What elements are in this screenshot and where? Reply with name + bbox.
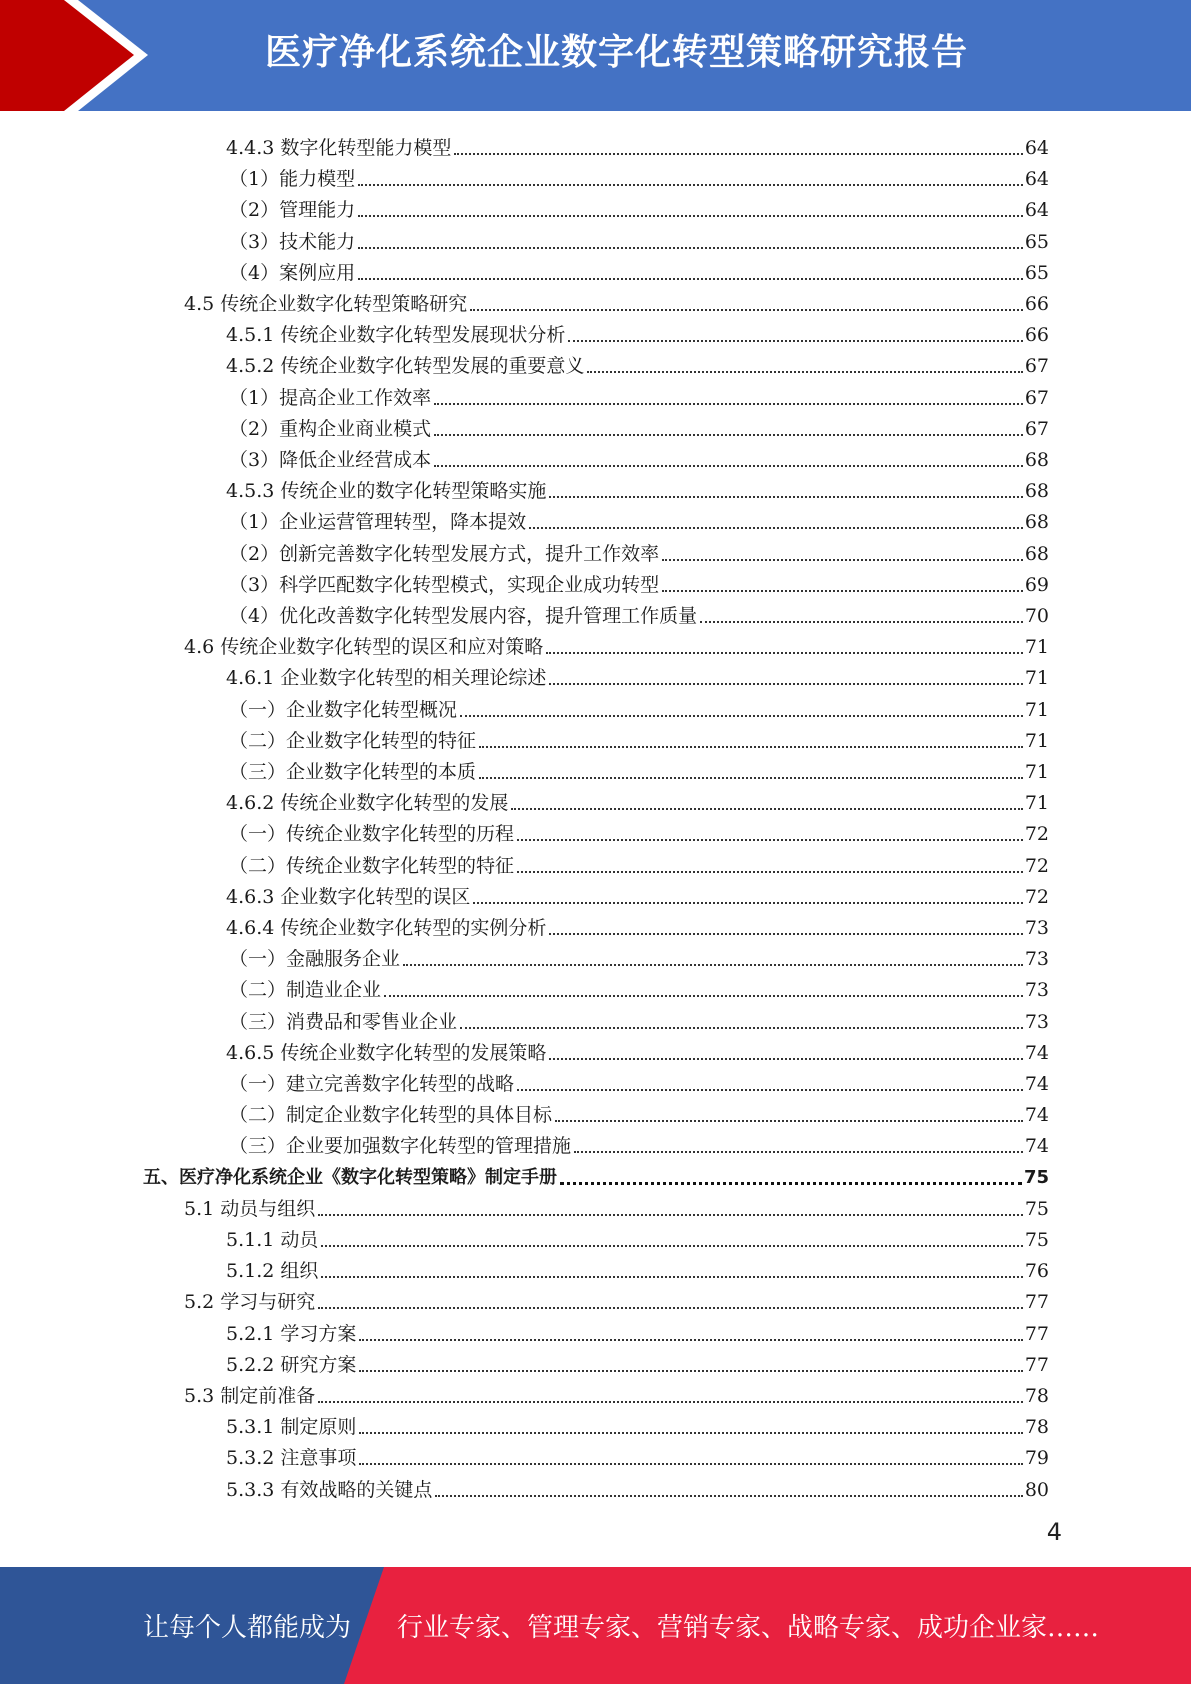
toc-entry-page: 75 [1023,1167,1049,1188]
toc-entry-page: 66 [1024,324,1049,346]
toc-entry[interactable] [229,535,1049,566]
toc-entry-page: 74 [1024,1042,1049,1064]
toc-entry-title: （2）创新完善数字化转型发展方式，提升工作效率 [229,543,660,565]
toc-dot-leader [511,808,1022,810]
toc-entry[interactable] [226,1221,1049,1252]
toc-entry[interactable] [226,316,1049,347]
toc-entry-page: 75 [1024,1229,1049,1251]
toc-entry[interactable] [184,628,1049,659]
toc-entry[interactable] [226,1408,1049,1439]
toc-entry[interactable] [184,285,1049,316]
toc-entry[interactable] [184,1377,1049,1408]
toc-dot-leader [358,278,1023,280]
toc-entry[interactable] [229,815,1049,846]
toc-entry-title: （4）案例应用 [229,262,356,284]
toc-entry-title: 5.3.2 注意事项 [226,1447,357,1469]
toc-entry-page: 69 [1024,574,1049,596]
toc-entry[interactable] [226,1439,1049,1470]
toc-entry-title: 4.6.4 传统企业数字化转型的实例分析 [226,917,547,939]
toc-dot-leader [662,590,1023,592]
toc-entry-page: 77 [1024,1291,1049,1313]
footer-slogan-left: 让每个人都能成为 [143,1613,352,1643]
toc-entry-page: 71 [1024,761,1049,783]
footer-slogan-right: 行业专家、管理专家、营销专家、战略专家、成功企业家…… [397,1613,1100,1643]
toc-entry-title: （3）降低企业经营成本 [229,449,432,471]
toc-entry-page: 65 [1024,262,1049,284]
toc-entry[interactable] [229,1065,1049,1096]
toc-dot-leader [549,1058,1022,1060]
toc-dot-leader [470,309,1023,311]
toc-entry[interactable] [229,441,1049,472]
toc-entry-page: 71 [1024,730,1049,752]
toc-entry[interactable] [226,1346,1049,1377]
toc-entry-title: 5.2.1 学习方案 [226,1323,357,1345]
toc-entry-page: 74 [1024,1073,1049,1095]
toc-dot-leader [529,527,1023,529]
toc-entry-title: 5.3.1 制定原则 [226,1416,357,1438]
toc-entry[interactable] [229,847,1049,878]
toc-entry[interactable] [226,784,1049,815]
toc-entry[interactable] [229,379,1049,410]
toc-entry-page: 68 [1024,543,1049,565]
toc-entry-page: 73 [1024,1011,1049,1033]
toc-entry-page: 73 [1024,948,1049,970]
toc-entry-title: 5.1.2 组织 [226,1260,319,1282]
toc-entry-page: 65 [1024,231,1049,253]
toc-entry-title: 5.1 动员与组织 [184,1198,316,1220]
toc-entry-title: 4.5 传统企业数字化转型策略研究 [184,293,468,315]
toc-entry-title: 4.5.3 传统企业的数字化转型策略实施 [226,480,547,502]
toc-entry-page: 76 [1024,1260,1049,1282]
toc-entry[interactable] [229,566,1049,597]
toc-entry[interactable] [226,129,1049,160]
toc-entry-title: （1）能力模型 [229,168,356,190]
toc-dot-leader [549,933,1022,935]
toc-dot-leader [546,652,1023,654]
toc-entry[interactable] [229,410,1049,441]
toc-entry[interactable] [229,254,1049,285]
toc-dot-leader [549,496,1022,498]
toc-entry-title: 4.6.3 企业数字化转型的误区 [226,886,471,908]
toc-entry-page: 77 [1024,1354,1049,1376]
toc-entry-page: 74 [1024,1135,1049,1157]
toc-entry-page: 64 [1024,168,1049,190]
toc-entry-title: （一）金融服务企业 [229,948,401,970]
page-footer [0,1567,1191,1684]
toc-entry-title: （二）制定企业数字化转型的具体目标 [229,1104,553,1126]
toc-dot-leader [587,371,1022,373]
toc-entry[interactable] [226,347,1049,378]
toc-entry-page: 73 [1024,917,1049,939]
toc-entry[interactable] [143,1159,1049,1190]
toc-entry-page: 67 [1024,387,1049,409]
toc-entry-title: （3）科学匹配数字化转型模式，实现企业成功转型 [229,574,660,596]
toc-entry-page: 75 [1024,1198,1049,1220]
toc-entry-title: （二）制造业企业 [229,979,382,1001]
toc-entry[interactable] [226,659,1049,690]
toc-entry-title: （1）企业运营管理转型，降本提效 [229,511,527,533]
toc-dot-leader [473,902,1022,904]
toc-entry-title: 4.6.5 传统企业数字化转型的发展策略 [226,1042,547,1064]
toc-entry-title: 4.5.1 传统企业数字化转型发展现状分析 [226,324,566,346]
toc-entry[interactable] [229,1003,1049,1034]
toc-entry-title: （2）管理能力 [229,199,356,221]
toc-dot-leader [359,1339,1022,1341]
toc-dot-leader [549,683,1022,685]
chevron-arrow-icon [0,0,160,111]
toc-entry[interactable] [229,160,1049,191]
toc-entry[interactable] [229,722,1049,753]
toc-entry-page: 67 [1024,355,1049,377]
toc-entry-page: 74 [1024,1104,1049,1126]
toc-entry[interactable] [226,909,1049,940]
toc-entry-page: 71 [1024,667,1049,689]
toc-entry[interactable] [229,940,1049,971]
toc-entry[interactable] [229,597,1049,628]
toc-entry[interactable] [229,1127,1049,1158]
toc-dot-leader [517,871,1023,873]
toc-entry-title: 5.1.1 动员 [226,1229,319,1251]
toc-dot-leader [568,340,1022,342]
toc-entry-page: 64 [1024,137,1049,159]
toc-entry-page: 71 [1024,636,1049,658]
toc-dot-leader [454,153,1022,155]
toc-entry-title: （三）企业数字化转型的本质 [229,761,477,783]
toc-dot-leader [479,746,1023,748]
toc-entry-title: 五、医疗净化系统企业《数字化转型策略》制定手册 [143,1167,557,1188]
toc-entry[interactable] [229,691,1049,722]
toc-entry-title: （二）企业数字化转型的特征 [229,730,477,752]
toc-entry[interactable] [229,971,1049,1002]
toc-dot-leader [318,1307,1023,1309]
toc-entry-title: 5.3.3 有效战略的关键点 [226,1479,433,1501]
toc-dot-leader [359,1370,1022,1372]
page-header [0,0,1191,111]
toc-dot-leader [358,247,1023,249]
toc-dot-leader [358,184,1023,186]
toc-entry-page: 64 [1024,199,1049,221]
toc-dot-leader [460,715,1023,717]
toc-entry[interactable] [229,503,1049,534]
toc-entry-title: （4）优化改善数字化转型发展内容，提升管理工作质量 [229,605,698,627]
toc-dot-leader [555,1120,1023,1122]
toc-entry-title: 4.6.2 传统企业数字化转型的发展 [226,792,509,814]
toc-entry-title: （1）提高企业工作效率 [229,387,432,409]
toc-entry-page: 68 [1024,449,1049,471]
toc-entry[interactable] [184,1190,1049,1221]
toc-entry[interactable] [229,191,1049,222]
toc-entry-page: 68 [1024,480,1049,502]
toc-entry[interactable] [229,223,1049,254]
toc-dot-leader [517,1089,1023,1091]
toc-entry[interactable] [226,1252,1049,1283]
toc-dot-leader [434,403,1023,405]
toc-entry[interactable] [226,1315,1049,1346]
toc-entry[interactable] [229,1096,1049,1127]
toc-entry-page: 66 [1024,293,1049,315]
toc-entry-page: 72 [1024,823,1049,845]
toc-dot-leader [479,777,1023,779]
toc-entry-page: 72 [1024,855,1049,877]
toc-dot-leader [318,1401,1023,1403]
toc-entry-title: （一）企业数字化转型概况 [229,699,458,721]
toc-entry-page: 71 [1024,792,1049,814]
toc-entry-page: 73 [1024,979,1049,1001]
toc-dot-leader [517,839,1023,841]
toc-dot-leader [321,1245,1022,1247]
toc-entry[interactable] [226,1471,1049,1502]
toc-entry-title: （三）企业要加强数字化转型的管理措施 [229,1135,572,1157]
toc-dot-leader [435,1495,1022,1497]
toc-dot-leader [460,1027,1023,1029]
toc-dot-leader [434,434,1023,436]
toc-entry-page: 78 [1024,1416,1049,1438]
toc-entry[interactable] [226,1034,1049,1065]
toc-dot-leader [384,995,1023,997]
toc-entry-title: （2）重构企业商业模式 [229,418,432,440]
page-number: 4 [1046,1518,1062,1546]
toc-entry[interactable] [226,878,1049,909]
toc-entry[interactable] [229,753,1049,784]
toc-entry-title: 4.4.3 数字化转型能力模型 [226,137,452,159]
toc-dot-leader [359,1463,1022,1465]
toc-entry-title: 4.5.2 传统企业数字化转型发展的重要意义 [226,355,585,377]
header-title: 医疗净化系统企业数字化转型策略研究报告 [265,32,969,73]
toc-dot-leader [662,559,1023,561]
toc-entry[interactable] [226,472,1049,503]
toc-entry-title: 5.2 学习与研究 [184,1291,316,1313]
toc-dot-leader [574,1151,1023,1153]
toc-entry-page: 70 [1024,605,1049,627]
toc-entry-title: 5.2.2 研究方案 [226,1354,357,1376]
toc-entry-page: 72 [1024,886,1049,908]
toc-entry-title: （三）消费品和零售业企业 [229,1011,458,1033]
toc-entry-page: 77 [1024,1323,1049,1345]
toc-dot-leader [403,964,1023,966]
toc-dot-leader [358,215,1023,217]
toc-entry-title: （一）传统企业数字化转型的历程 [229,823,515,845]
toc-dot-leader [560,1182,1022,1185]
toc-dot-leader [321,1276,1022,1278]
toc-dot-leader [700,621,1023,623]
toc-dot-leader [434,465,1023,467]
toc-entry-title: （3）技术能力 [229,231,356,253]
toc-dot-leader [318,1214,1023,1216]
toc-entry-title: （二）传统企业数字化转型的特征 [229,855,515,877]
toc-entry-title: 5.3 制定前准备 [184,1385,316,1407]
toc-entry-page: 78 [1024,1385,1049,1407]
toc-entry-page: 79 [1024,1447,1049,1469]
toc-entry-title: （一）建立完善数字化转型的战略 [229,1073,515,1095]
toc-entry-page: 67 [1024,418,1049,440]
toc-entry[interactable] [184,1283,1049,1314]
toc-dot-leader [359,1432,1022,1434]
toc-entry-page: 71 [1024,699,1049,721]
toc-entry-title: 4.6 传统企业数字化转型的误区和应对策略 [184,636,544,658]
toc-entry-page: 80 [1024,1479,1049,1501]
toc-entry-page: 68 [1024,511,1049,533]
toc-entry-title: 4.6.1 企业数字化转型的相关理论综述 [226,667,547,689]
